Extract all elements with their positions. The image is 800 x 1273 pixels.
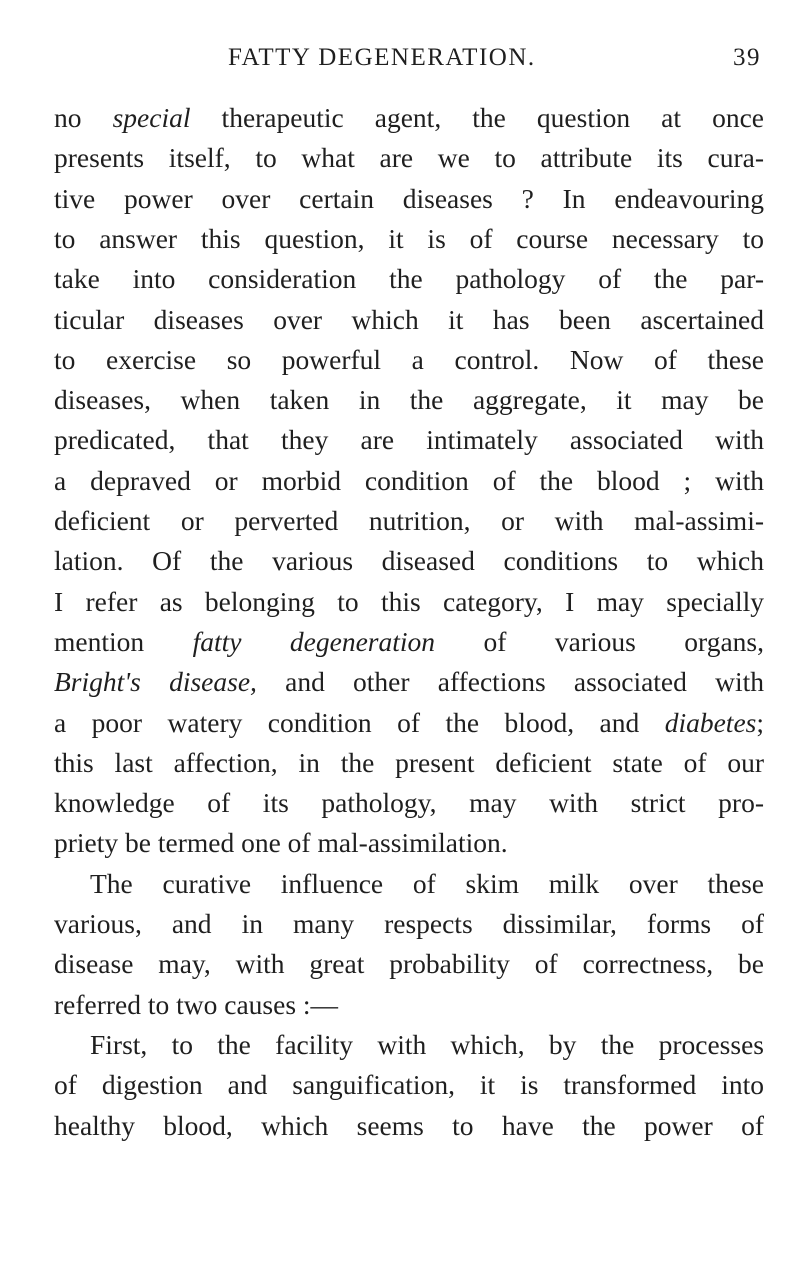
- text-segment: therapeutic agent, the question at once: [190, 102, 764, 133]
- text-segment: disease may, with great probability of correctness, be: [54, 948, 764, 980]
- text-segment: deficient or perverted nutrition, or with mal-assimi-: [54, 505, 764, 536]
- text-line: [54, 944, 764, 984]
- text-line: [90, 864, 764, 904]
- text-line: [54, 420, 764, 460]
- text-line: [54, 219, 764, 259]
- text-segment: of digestion and sanguification, it is transformed into: [54, 1069, 764, 1101]
- text-segment: knowledge of its pathology, may with strict pro-: [54, 787, 764, 819]
- running-head: [228, 44, 761, 84]
- text-line: [54, 179, 764, 219]
- page-number: 39: [733, 44, 761, 71]
- text-segment: a depraved or morbid condition of the blood ; with: [54, 464, 764, 496]
- text-segment: no: [54, 102, 113, 133]
- text-segment: ticular diseases over which it has been ascertained: [54, 303, 764, 335]
- text-segment: various, and in many respects dissimilar, forms of: [54, 908, 764, 939]
- text-line: [54, 461, 764, 501]
- italic-text: diabetes: [664, 706, 757, 738]
- text-segment: this last affection, in the present deficient state of our: [54, 746, 764, 778]
- text-segment: a poor watery condition of the blood, and: [54, 706, 665, 738]
- text-segment: mention: [54, 625, 193, 657]
- text-line: [54, 904, 764, 944]
- text-segment: predicated, that they are intimately associated with: [54, 424, 764, 456]
- text-segment: First, to the facility with which, by the processes: [90, 1028, 764, 1060]
- text-line: [54, 823, 764, 863]
- text-line: [54, 501, 764, 541]
- text-line: [54, 743, 764, 783]
- text-segment: ;: [756, 706, 764, 738]
- text-segment: to exercise so powerful a control. Now of these: [54, 343, 764, 375]
- text-segment: to answer this question, it is of course necessary to: [54, 222, 764, 254]
- italic-text: fatty degeneration: [192, 625, 436, 657]
- text-line: [54, 138, 764, 178]
- text-line: [54, 1106, 764, 1146]
- text-segment: diseases, when taken in the aggregate, it may be: [54, 384, 764, 416]
- text-line: [54, 259, 764, 299]
- italic-text: special: [112, 102, 191, 133]
- text-line: [54, 622, 764, 662]
- text-segment: lation. Of the various diseased conditions to which: [54, 545, 764, 577]
- text-line: [54, 783, 764, 823]
- italic-text: Bright's disease,: [54, 666, 257, 698]
- text-line: [90, 1025, 764, 1065]
- text-line: [54, 541, 764, 581]
- text-segment: The curative influence of skim milk over these: [90, 867, 764, 899]
- text-line: [54, 662, 764, 702]
- text-segment: and other affections associated with: [256, 666, 764, 698]
- text-line: [54, 380, 764, 420]
- text-segment: referred to two causes :—: [54, 988, 339, 1020]
- text-line: [54, 1065, 764, 1105]
- text-line: [54, 985, 764, 1025]
- text-segment: tive power over certain diseases ? In endeavouring: [54, 182, 764, 214]
- text-segment: presents itself, to what are we to attribute its cura-: [54, 142, 764, 174]
- text-segment: of various organs,: [435, 625, 764, 657]
- text-line: [54, 98, 764, 138]
- text-segment: I refer as belonging to this category, I may specially: [54, 585, 764, 617]
- running-title: FATTY DEGENERATION.: [228, 44, 536, 71]
- text-segment: take into consideration the pathology of the par-: [54, 263, 764, 295]
- text-segment: priety be termed one of mal-assimilation.: [54, 827, 508, 859]
- text-line: [54, 340, 764, 380]
- text-line: [54, 703, 764, 743]
- text-line: [54, 300, 764, 340]
- text-line: [54, 582, 764, 622]
- text-segment: healthy blood, which seems to have the power of: [54, 1109, 764, 1141]
